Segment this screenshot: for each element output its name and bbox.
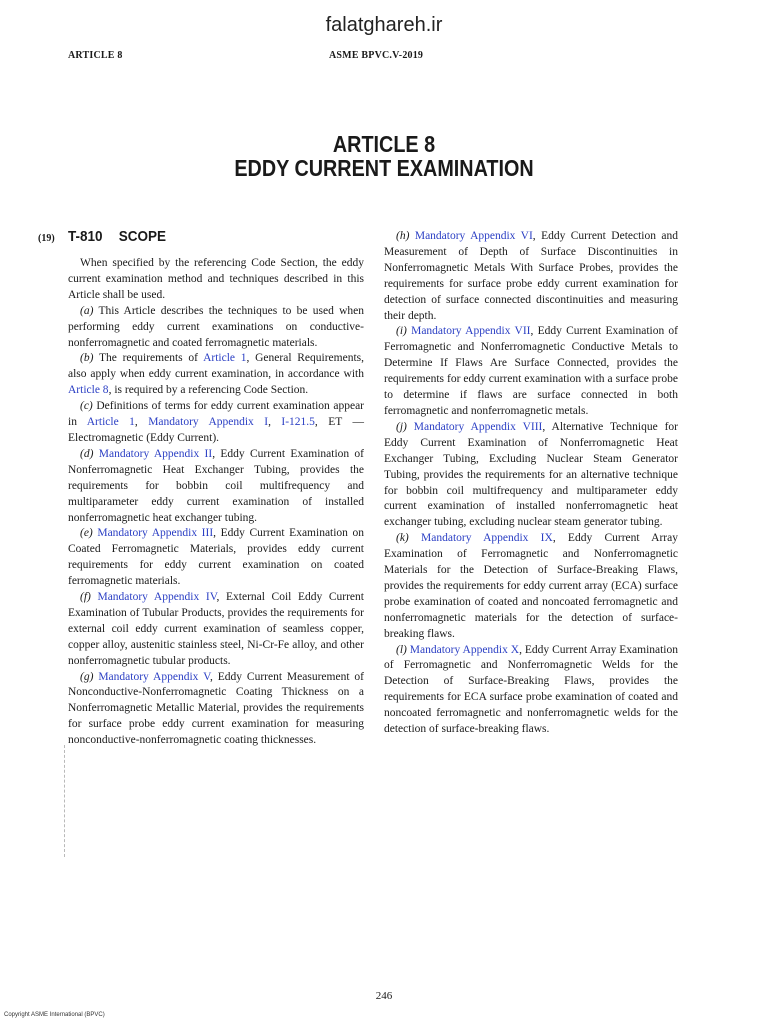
article-title: ARTICLE 8	[332, 131, 436, 157]
paragraph-h	[384, 229, 678, 324]
link-mandatory-appendix-vii[interactable]: Mandatory Appendix VII	[411, 325, 531, 338]
paragraph-f	[68, 590, 364, 670]
paragraph-text: , Eddy Current Array Examination of Ferromagnetic and Nonferromagnetic Welds for the Detection of Surface-Breaking Flaws, provides the requirements for ECA surface probe examination of coated and noncoated ferromagnetic and nonferromagnetic welds for the detection of surface-breaking flaws.	[384, 643, 679, 736]
revision-marker: (19)	[38, 233, 55, 244]
link-article-1[interactable]: Article 1	[203, 352, 247, 365]
paragraph-d	[68, 447, 364, 527]
link-mandatory-appendix-ix[interactable]: Mandatory Appendix IX	[421, 532, 553, 545]
paragraph-b	[68, 351, 364, 399]
paragraph-label: (l)	[396, 643, 407, 656]
paragraph-text: This Article describes the techniques to be used when performing eddy current examinations on conductive-nonferromagnetic and coated ferromagnetic materials.	[68, 304, 364, 349]
separator: ,	[134, 416, 149, 429]
running-header-right: ASME BPVC.V-2019	[329, 50, 424, 61]
paragraph-label: (i)	[396, 325, 407, 338]
paragraph-label: (e)	[80, 527, 93, 540]
paragraph-text: , Eddy Current Examination of Ferromagnetic and Nonferromagnetic Conductive Metals to Determine If Flaws Are Surface Connected, provides the requirements for eddy current examination with a surface probe to determine if flaws are surface connected in both ferromagnetic and nonferromagnetic metals.	[384, 325, 679, 417]
paragraph-text: , Eddy Current Detection and Measurement of Depth of Surface Discontinuities in Nonferromagnetic Metals With Surface Probes, provides the requirements for surface probe eddy current examination for detection of surface connected discontinuities and measuring their depth.	[384, 230, 679, 322]
link-mandatory-appendix-x[interactable]: Mandatory Appendix X	[409, 643, 520, 656]
paragraph-text: , Eddy Current Array Examination of Ferromagnetic and Nonferromagnetic Materials for the Detection of Surface-Breaking Flaws, provides the requirements for eddy current array (ECA) surface probe examination of coated and noncoated ferromagnetic and nonferromagnetic materials for the detection of surface-breaking flaws.	[384, 532, 678, 640]
paragraph-g	[68, 670, 364, 750]
paragraph-label: (a)	[80, 304, 94, 317]
copyright-notice: Copyright ASME International (BPVC)	[4, 1012, 105, 1018]
paragraph-c	[68, 399, 364, 447]
change-bar	[64, 745, 65, 857]
page-number: 246	[375, 990, 393, 1002]
paragraph-label: (k)	[396, 532, 409, 545]
intro-paragraph: When specified by the referencing Code Section, the eddy current examination method and techniques described in this Article shall be used.	[68, 257, 364, 301]
link-i-121-5[interactable]: I-121.5	[281, 416, 315, 429]
link-mandatory-appendix-ii[interactable]: Mandatory Appendix II	[98, 447, 213, 460]
paragraph-label: (b)	[80, 352, 94, 365]
revision-marker-number: 19	[41, 233, 52, 244]
paragraph-text: , Eddy Current Examination of Nonferromagnetic Heat Exchanger Tubing, provides the requirements for bobbin coil multifrequency and multiparameter eddy current examination of installed nonferromagnetic heat exchanger tubing.	[68, 447, 365, 524]
separator: ,	[268, 416, 282, 429]
paragraph-label: (j)	[396, 420, 407, 433]
paragraph-label: (f)	[80, 591, 91, 604]
link-article-1[interactable]: Article 1	[86, 416, 135, 429]
paragraph-text: , Eddy Current Examination on Coated Ferromagnetic Materials, provides eddy current requirements for eddy current examination on coated ferromagnetic materials.	[68, 527, 365, 588]
paragraph-label: (g)	[80, 670, 94, 683]
paragraph-text: The requirements of	[98, 352, 204, 365]
paragraph-k	[384, 531, 678, 642]
watermark: falatghareh.ir	[325, 14, 443, 36]
paragraph-text: , External Coil Eddy Current Examination of Tubular Products, provides the requirements for external coil eddy current examination of seamless copper, copper alloy, austenitic stainless steel, Ni-Cr-Fe alloy, and other nonferromagnetic tubular products.	[68, 591, 364, 667]
paragraph-i	[384, 324, 678, 419]
section-title: SCOPE	[118, 228, 166, 245]
link-mandatory-appendix-iv[interactable]: Mandatory Appendix IV	[97, 591, 217, 604]
paragraph-label: (c)	[80, 400, 93, 413]
section-heading	[68, 228, 166, 245]
paragraph-label: (h)	[396, 230, 410, 242]
link-mandatory-appendix-v[interactable]: Mandatory Appendix V	[98, 670, 210, 683]
link-article-8[interactable]: Article 8	[68, 384, 109, 397]
paragraph-j	[384, 420, 678, 531]
paragraph-text: Definitions of terms for eddy current examination appear in	[68, 400, 365, 429]
paragraph-text: , General Requirements, also apply when eddy current examination, in accordance with	[68, 352, 365, 381]
link-mandatory-appendix-viii[interactable]: Mandatory Appendix VIII	[413, 420, 543, 433]
paragraph-text: , Eddy Current Measurement of Nonconductive-Nonferromagnetic Coating Thickness on a Nonferromagnetic Metallic Material, provides the requirements for surface probe eddy current examination for measuring nonconductive-nonferromagnetic coating thicknesses.	[68, 670, 364, 747]
running-header-left: ARTICLE 8	[68, 50, 123, 61]
paragraph-a	[68, 304, 364, 352]
article-subtitle: EDDY CURRENT EXAMINATION	[234, 155, 534, 181]
paragraph-l	[384, 643, 678, 738]
section-number: T-810	[68, 228, 103, 245]
paragraph-e	[68, 526, 364, 590]
link-mandatory-appendix-i[interactable]: Mandatory Appendix I	[148, 416, 269, 429]
link-mandatory-appendix-iii[interactable]: Mandatory Appendix III	[97, 527, 214, 540]
left-column	[68, 256, 364, 749]
paragraph-text: , Alternative Technique for Eddy Current Examination of Nonferromagnetic Heat Exchanger Tubing, Excluding Nuclear Steam Generator Tubing, provides the requirements for an alternative technique for bobbin coil multifrequency and multiparameter eddy current examination of installed nonferromagnetic heat exchanger tubing, excluding nuclear steam generator tubing.	[384, 420, 679, 529]
paragraph-text: , ET — Electromagnetic (Eddy Current).	[68, 416, 365, 444]
link-mandatory-appendix-vi[interactable]: Mandatory Appendix VI	[414, 230, 533, 242]
paragraph-text: , is required by a referencing Code Section.	[108, 384, 309, 397]
right-column	[384, 229, 678, 738]
paragraph-label: (d)	[80, 447, 94, 460]
